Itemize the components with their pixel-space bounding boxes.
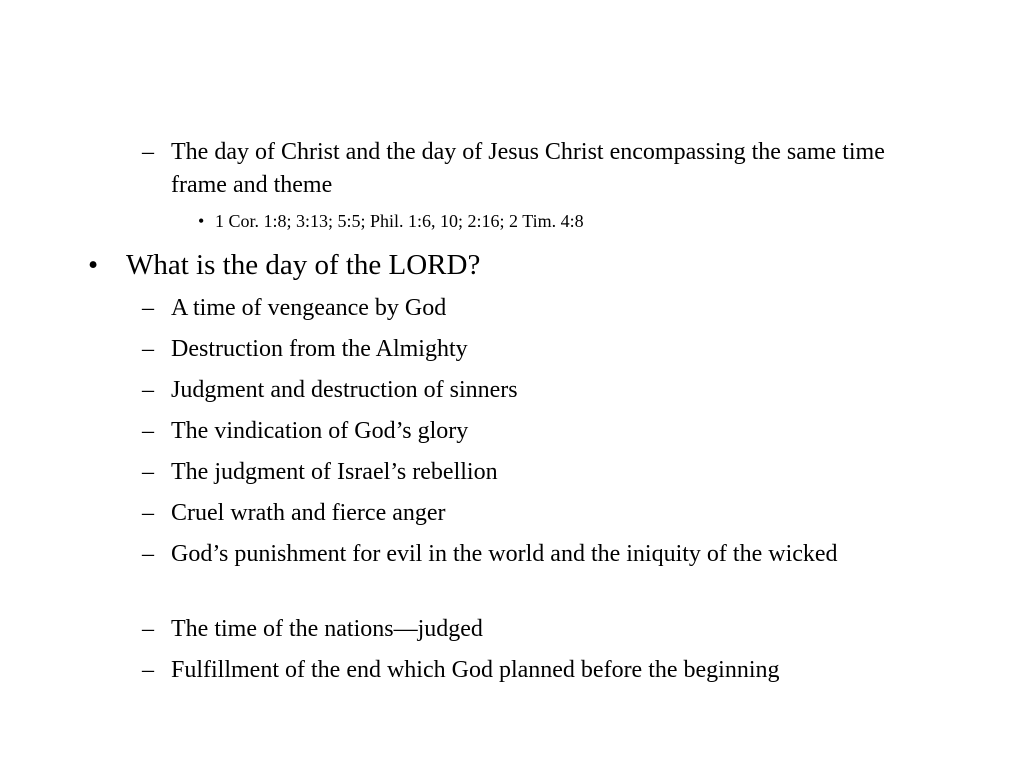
list-item-text: Destruction from the Almighty — [171, 336, 468, 362]
bullet-marker: • — [198, 211, 205, 231]
dash-marker: – — [142, 418, 154, 444]
list-item — [142, 538, 892, 571]
dash-marker: – — [142, 336, 154, 362]
scripture-reference — [198, 210, 898, 232]
list-item-text: Judgment and destruction of sinners — [171, 377, 518, 403]
bullet-marker: • — [88, 249, 99, 281]
list-item — [142, 292, 892, 325]
list-item-text: The vindication of God’s glory — [171, 418, 469, 444]
dash-marker: – — [142, 377, 154, 403]
sub-bullet-text: The day of Christ and the day of Jesus Christ encompassing the same time frame and theme — [171, 139, 885, 198]
list-item — [142, 415, 892, 448]
list-item-text: Cruel wrath and fierce anger — [171, 500, 446, 526]
dash-marker: – — [142, 541, 154, 567]
list-item — [142, 613, 892, 646]
scripture-reference-text: 1 Cor. 1:8; 3:13; 5:5; Phil. 1:6, 10; 2:16; 2 Tim. 4:8 — [215, 211, 584, 231]
main-bullet-heading — [88, 247, 948, 283]
list-item — [142, 456, 892, 489]
list-item — [142, 333, 892, 366]
list-item-text: Fulfillment of the end which God planned before the beginning — [171, 657, 780, 683]
list-item-text: The time of the nations—judged — [171, 616, 483, 642]
dash-marker: – — [142, 459, 154, 485]
list-item — [142, 654, 892, 687]
list-item-text: The judgment of Israel’s rebellion — [171, 459, 498, 485]
list-item-text: A time of vengeance by God — [171, 295, 447, 321]
list-item — [142, 374, 892, 407]
sub-bullet-day-of-christ — [142, 136, 892, 202]
dash-marker: – — [142, 616, 154, 642]
section-heading: What is the day of the LORD? — [126, 249, 481, 281]
dash-marker: – — [142, 295, 154, 321]
dash-marker: – — [142, 139, 154, 165]
dash-marker: – — [142, 657, 154, 683]
list-item — [142, 497, 892, 530]
list-item-text: God’s punishment for evil in the world and the iniquity of the wicked — [171, 541, 838, 567]
dash-marker: – — [142, 500, 154, 526]
